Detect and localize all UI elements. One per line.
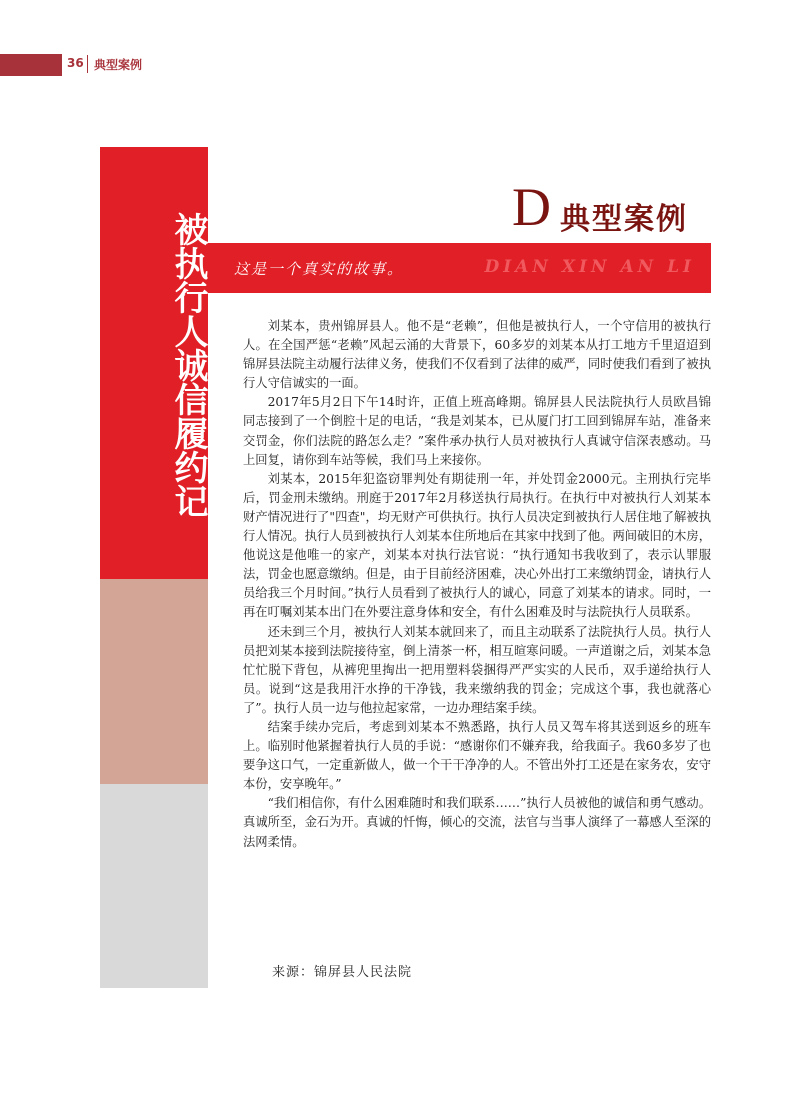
article-paragraph: 结案手续办完后，考虑到刘某本不熟悉路，执行人员又驾车将其送到返乡的班车上。临别时他紧握着执行人员的手说：“感谢你们不嫌弃我，给我面子。我60多岁了也要争这口气，一定重新做人，做一个干干净净的人。不管出外打工还是在家务农，安守本份，安享晚年。” bbox=[243, 719, 711, 792]
section-title: 典型案例 bbox=[560, 202, 688, 237]
section-initial-letter: D bbox=[512, 177, 551, 237]
banner-pinyin: DIAN XIN AN LI bbox=[484, 257, 695, 277]
page-number: 36 bbox=[67, 56, 84, 70]
article-paragraph: “我们相信你，有什么困难随时和我们联系……”执行人员被他的诚信和勇气感动。真诚所至，金石为开。真诚的忏悔，倾心的交流，法官与当事人演绎了一幕感人至深的法网柔情。 bbox=[243, 796, 711, 849]
article-paragraph: 还未到三个月，被执行人刘某本就回来了，而且主动联系了法院执行人员。执行人员把刘某本接到法院接待室，倒上清茶一杯，相互暄寒问暖。一声道谢之后，刘某本急忙忙脱下背包，从裤兜里掏出一把用塑料袋捆得严严实实的人民币，双手递给执行人员。说到“这是我用汗水挣的干净钱，我来缴纳我的罚金；完成这个事，我也就落心了”。执行人员一边与他拉起家常，一边办理结案手续。 bbox=[243, 624, 711, 715]
side-decor-block-gray bbox=[100, 784, 208, 988]
article-paragraph: 刘某本，2015年犯盗窃罪判处有期徒刑一年，并处罚金2000元。主刑执行完毕后，罚金刑未缴纳。刑庭于2017年2月移送执行局执行。在执行中对被执行人刘某本财产情况进行了"四查"，均无财产可供执行。执行人员决定到被执行人居住地了解被执行人情况。执行人员到被执行人刘某本住所地后在其家中找到了他。两间破旧的木房，他说这是他唯一的家产，刘某本对执行法官说：“执行通知书我收到了，表示认罪服法，罚金也愿意缴纳。但是，由于目前经济困难，决心外出打工来缴纳罚金，请执行人员给我三个月时间。”执行人员看到了被执行人的诚心，同意了刘某本的请求。同时，一再在叮嘱刘某本出门在外要注意身体和安全，有什么困难及时与法院执行人员联系。 bbox=[243, 471, 711, 620]
article-paragraph: 2017年5月2日下午14时许，正值上班高峰期。锦屏县人民法院执行人员欧昌锦同志接到了一个倒腔十足的电话，“我是刘某本，已从厦门打工回到锦屏车站，准备来交罚金，你们法院的路怎么走？”案件承办执行人员对被执行人真诚守信深表感动。马上回复，请你到车站等候，我们马上来接你。 bbox=[243, 395, 711, 467]
article-title: 被执行人诚信履约记 bbox=[168, 212, 208, 518]
header-divider bbox=[87, 55, 88, 73]
side-decor-block-pink bbox=[100, 579, 208, 784]
article-source: 来源：锦屏县人民法院 bbox=[272, 965, 413, 980]
article-paragraph: 刘某本，贵州锦屏县人。他不是“老赖”，但他是被执行人，一个守信用的被执行人。在全国严惩“老赖”风起云涌的大背景下，60多岁的刘某本从打工地方千里迢迢到锦屏县法院主动履行法律义务，使我们不仅看到了法律的威严，同时使我们看到了被执行人守信诚实的一面。 bbox=[243, 319, 711, 391]
header-color-bar bbox=[0, 54, 62, 76]
article-body bbox=[243, 317, 711, 852]
banner-subtitle: 这是一个真实的故事。 bbox=[234, 260, 405, 278]
header-section-title: 典型案例 bbox=[94, 58, 143, 72]
